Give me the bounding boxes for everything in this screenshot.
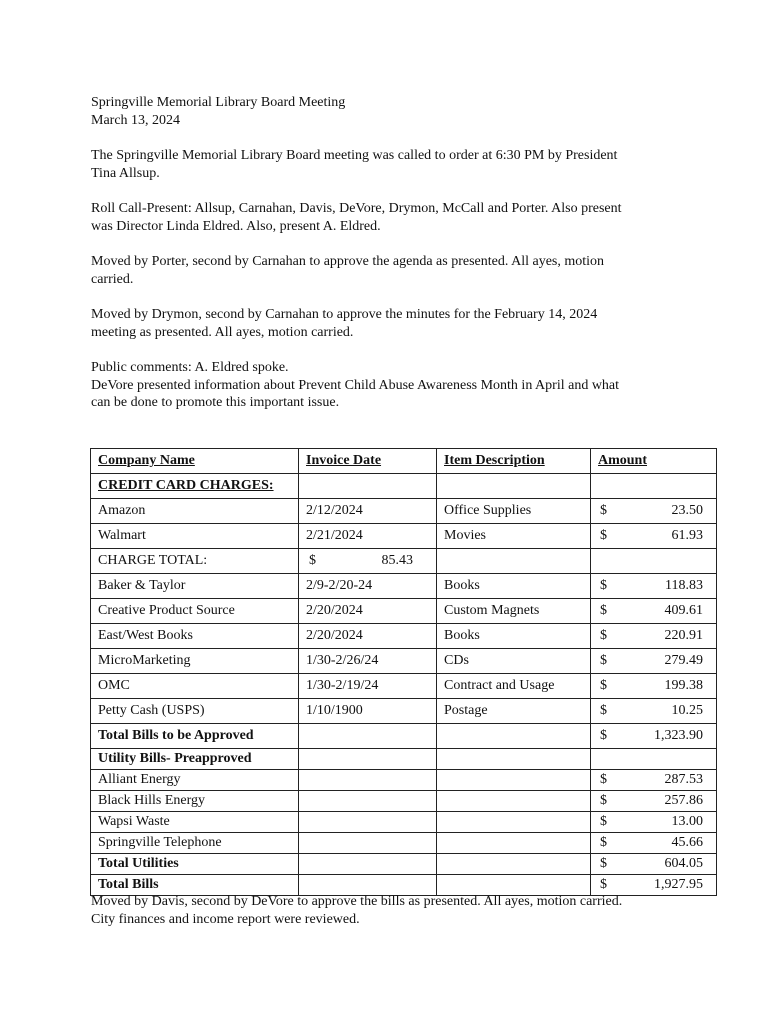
description-cell: Contract and Usage: [437, 674, 591, 699]
devore-line-1: DeVore presented information about Prevent Child Abuse Awareness Month in April and what: [91, 377, 620, 393]
dollar-sign: $: [600, 503, 607, 518]
dollar-sign: $: [600, 678, 607, 693]
company-cell: Baker & Taylor: [91, 574, 299, 599]
amount-value: 220.91: [664, 628, 703, 643]
total-utilities-label: Total Utilities: [91, 854, 299, 875]
amount-cell: [591, 674, 717, 699]
roll-call-line-2: was Director Linda Eldred. Also, present A. Eldred.: [91, 218, 381, 234]
table-row: [91, 624, 717, 649]
dollar-sign: $: [600, 793, 607, 808]
total-bills-approved-label: Total Bills to be Approved: [91, 724, 299, 749]
roll-call-line-1: Roll Call-Present: Allsup, Carnahan, Davis, DeVore, Drymon, McCall and Porter. Also present: [91, 201, 622, 216]
dollar-sign: $: [600, 703, 607, 718]
footer-block: [91, 893, 731, 928]
company-cell: Wapsi Waste: [91, 812, 299, 833]
dollar-sign: $: [600, 814, 607, 829]
document-title: Springville Memorial Library Board Meeting: [91, 95, 346, 110]
amount-cell: [591, 791, 717, 812]
company-cell: Petty Cash (USPS): [91, 699, 299, 724]
total-bills-value: 1,927.95: [654, 877, 703, 892]
table-row: [91, 674, 717, 699]
dollar-sign: $: [600, 603, 607, 618]
company-cell: Amazon: [91, 499, 299, 524]
bills-table: [90, 448, 717, 896]
credit-card-label-row: [91, 474, 717, 499]
table-row: [91, 499, 717, 524]
agenda-line-1: Moved by Porter, second by Carnahan to approve the agenda as presented. All ayes, motion: [91, 254, 605, 269]
agenda-motion-paragraph: [91, 253, 731, 288]
utility-label-row: [91, 749, 717, 770]
heading-block: [91, 94, 731, 129]
date-cell: 2/21/2024: [299, 524, 437, 549]
meeting-minutes-body: [91, 94, 731, 430]
amount-value: 199.38: [664, 678, 703, 693]
header-invoice-date: Invoice Date: [299, 449, 437, 474]
charge-total-amount: [299, 549, 437, 574]
description-cell: Books: [437, 624, 591, 649]
public-comments-paragraph: [91, 359, 731, 412]
company-cell: Black Hills Energy: [91, 791, 299, 812]
minutes-motion-paragraph: [91, 306, 731, 341]
amount-value: 61.93: [671, 528, 703, 543]
company-cell: MicroMarketing: [91, 649, 299, 674]
amount-cell: [591, 770, 717, 791]
amount-value: 10.25: [671, 703, 703, 718]
amount-cell: [591, 812, 717, 833]
amount-value: 23.50: [671, 503, 703, 518]
description-cell: Postage: [437, 699, 591, 724]
dollar-sign: $: [309, 553, 316, 568]
total-utilities-row: [91, 854, 717, 875]
amount-cell: [591, 724, 717, 749]
roll-call-paragraph: [91, 200, 731, 235]
charge-total-value: 85.43: [381, 553, 413, 568]
table-row: [91, 812, 717, 833]
call-to-order-line-1: The Springville Memorial Library Board meeting was called to order at 6:30 PM by President: [91, 148, 618, 163]
company-cell: OMC: [91, 674, 299, 699]
description-cell: Custom Magnets: [437, 599, 591, 624]
description-cell: Movies: [437, 524, 591, 549]
date-cell: 2/12/2024: [299, 499, 437, 524]
amount-cell: [591, 524, 717, 549]
agenda-line-2: carried.: [91, 271, 134, 287]
credit-card-label: CREDIT CARD CHARGES:: [91, 474, 299, 499]
dollar-sign: $: [600, 653, 607, 668]
header-item-description: Item Description: [437, 449, 591, 474]
amount-value: 13.00: [671, 814, 703, 829]
dollar-sign: $: [600, 728, 607, 743]
date-cell: 2/20/2024: [299, 599, 437, 624]
amount-cell: [591, 649, 717, 674]
table-row: [91, 791, 717, 812]
public-comments-line: Public comments: A. Eldred spoke.: [91, 360, 289, 375]
call-to-order-line-2: Tina Allsup.: [91, 165, 160, 181]
dollar-sign: $: [600, 835, 607, 850]
dollar-sign: $: [600, 877, 607, 892]
table-row: [91, 524, 717, 549]
company-cell: Springville Telephone: [91, 833, 299, 854]
date-cell: 1/30-2/26/24: [299, 649, 437, 674]
amount-cell: [591, 624, 717, 649]
utility-bills-label: Utility Bills- Preapproved: [91, 749, 299, 770]
table-row: [91, 699, 717, 724]
table-row: [91, 649, 717, 674]
dollar-sign: $: [600, 772, 607, 787]
devore-line-2: can be done to promote this important issue.: [91, 395, 340, 410]
dollar-sign: $: [600, 528, 607, 543]
dollar-sign: $: [600, 628, 607, 643]
description-cell: Books: [437, 574, 591, 599]
date-cell: 2/20/2024: [299, 624, 437, 649]
charge-total-label: CHARGE TOTAL:: [91, 549, 299, 574]
charge-total-row: [91, 549, 717, 574]
header-amount: Amount: [591, 449, 717, 474]
amount-value: 287.53: [664, 772, 703, 787]
amount-cell: [591, 574, 717, 599]
date-cell: 2/9-2/20-24: [299, 574, 437, 599]
amount-cell: [591, 599, 717, 624]
table-header-row: [91, 449, 717, 474]
table-row: [91, 599, 717, 624]
call-to-order-paragraph: [91, 147, 731, 182]
description-cell: Office Supplies: [437, 499, 591, 524]
date-cell: 1/30-2/19/24: [299, 674, 437, 699]
amount-value: 45.66: [671, 835, 703, 850]
company-cell: Alliant Energy: [91, 770, 299, 791]
amount-value: 409.61: [664, 603, 703, 618]
minutes-line-2: meeting as presented. All ayes, motion carried.: [91, 324, 354, 340]
company-cell: Creative Product Source: [91, 599, 299, 624]
amount-cell: [591, 833, 717, 854]
meeting-date: March 13, 2024: [91, 112, 181, 128]
amount-value: 279.49: [664, 653, 703, 668]
amount-value: 257.86: [664, 793, 703, 808]
table-row: [91, 833, 717, 854]
dollar-sign: $: [600, 578, 607, 593]
table-row: [91, 574, 717, 599]
date-cell: 1/10/1900: [299, 699, 437, 724]
dollar-sign: $: [600, 856, 607, 871]
amount-value: 118.83: [665, 578, 703, 593]
total-utilities-value: 604.05: [664, 856, 703, 871]
total-bills-label: Total Bills: [91, 875, 299, 896]
amount-cell: [591, 854, 717, 875]
description-cell: CDs: [437, 649, 591, 674]
total-bills-approved-value: 1,323.90: [654, 728, 703, 743]
table-row: [91, 770, 717, 791]
finances-line: City finances and income report were reviewed.: [91, 911, 360, 927]
total-bills-approved-row: [91, 724, 717, 749]
minutes-line-1: Moved by Drymon, second by Carnahan to approve the minutes for the February 14, 2024: [91, 307, 598, 322]
company-cell: East/West Books: [91, 624, 299, 649]
company-cell: Walmart: [91, 524, 299, 549]
amount-cell: [591, 699, 717, 724]
header-company: Company Name: [91, 449, 299, 474]
amount-cell: [591, 499, 717, 524]
bills-motion-line: Moved by Davis, second by DeVore to approve the bills as presented. All ayes, motion carried.: [91, 894, 623, 909]
